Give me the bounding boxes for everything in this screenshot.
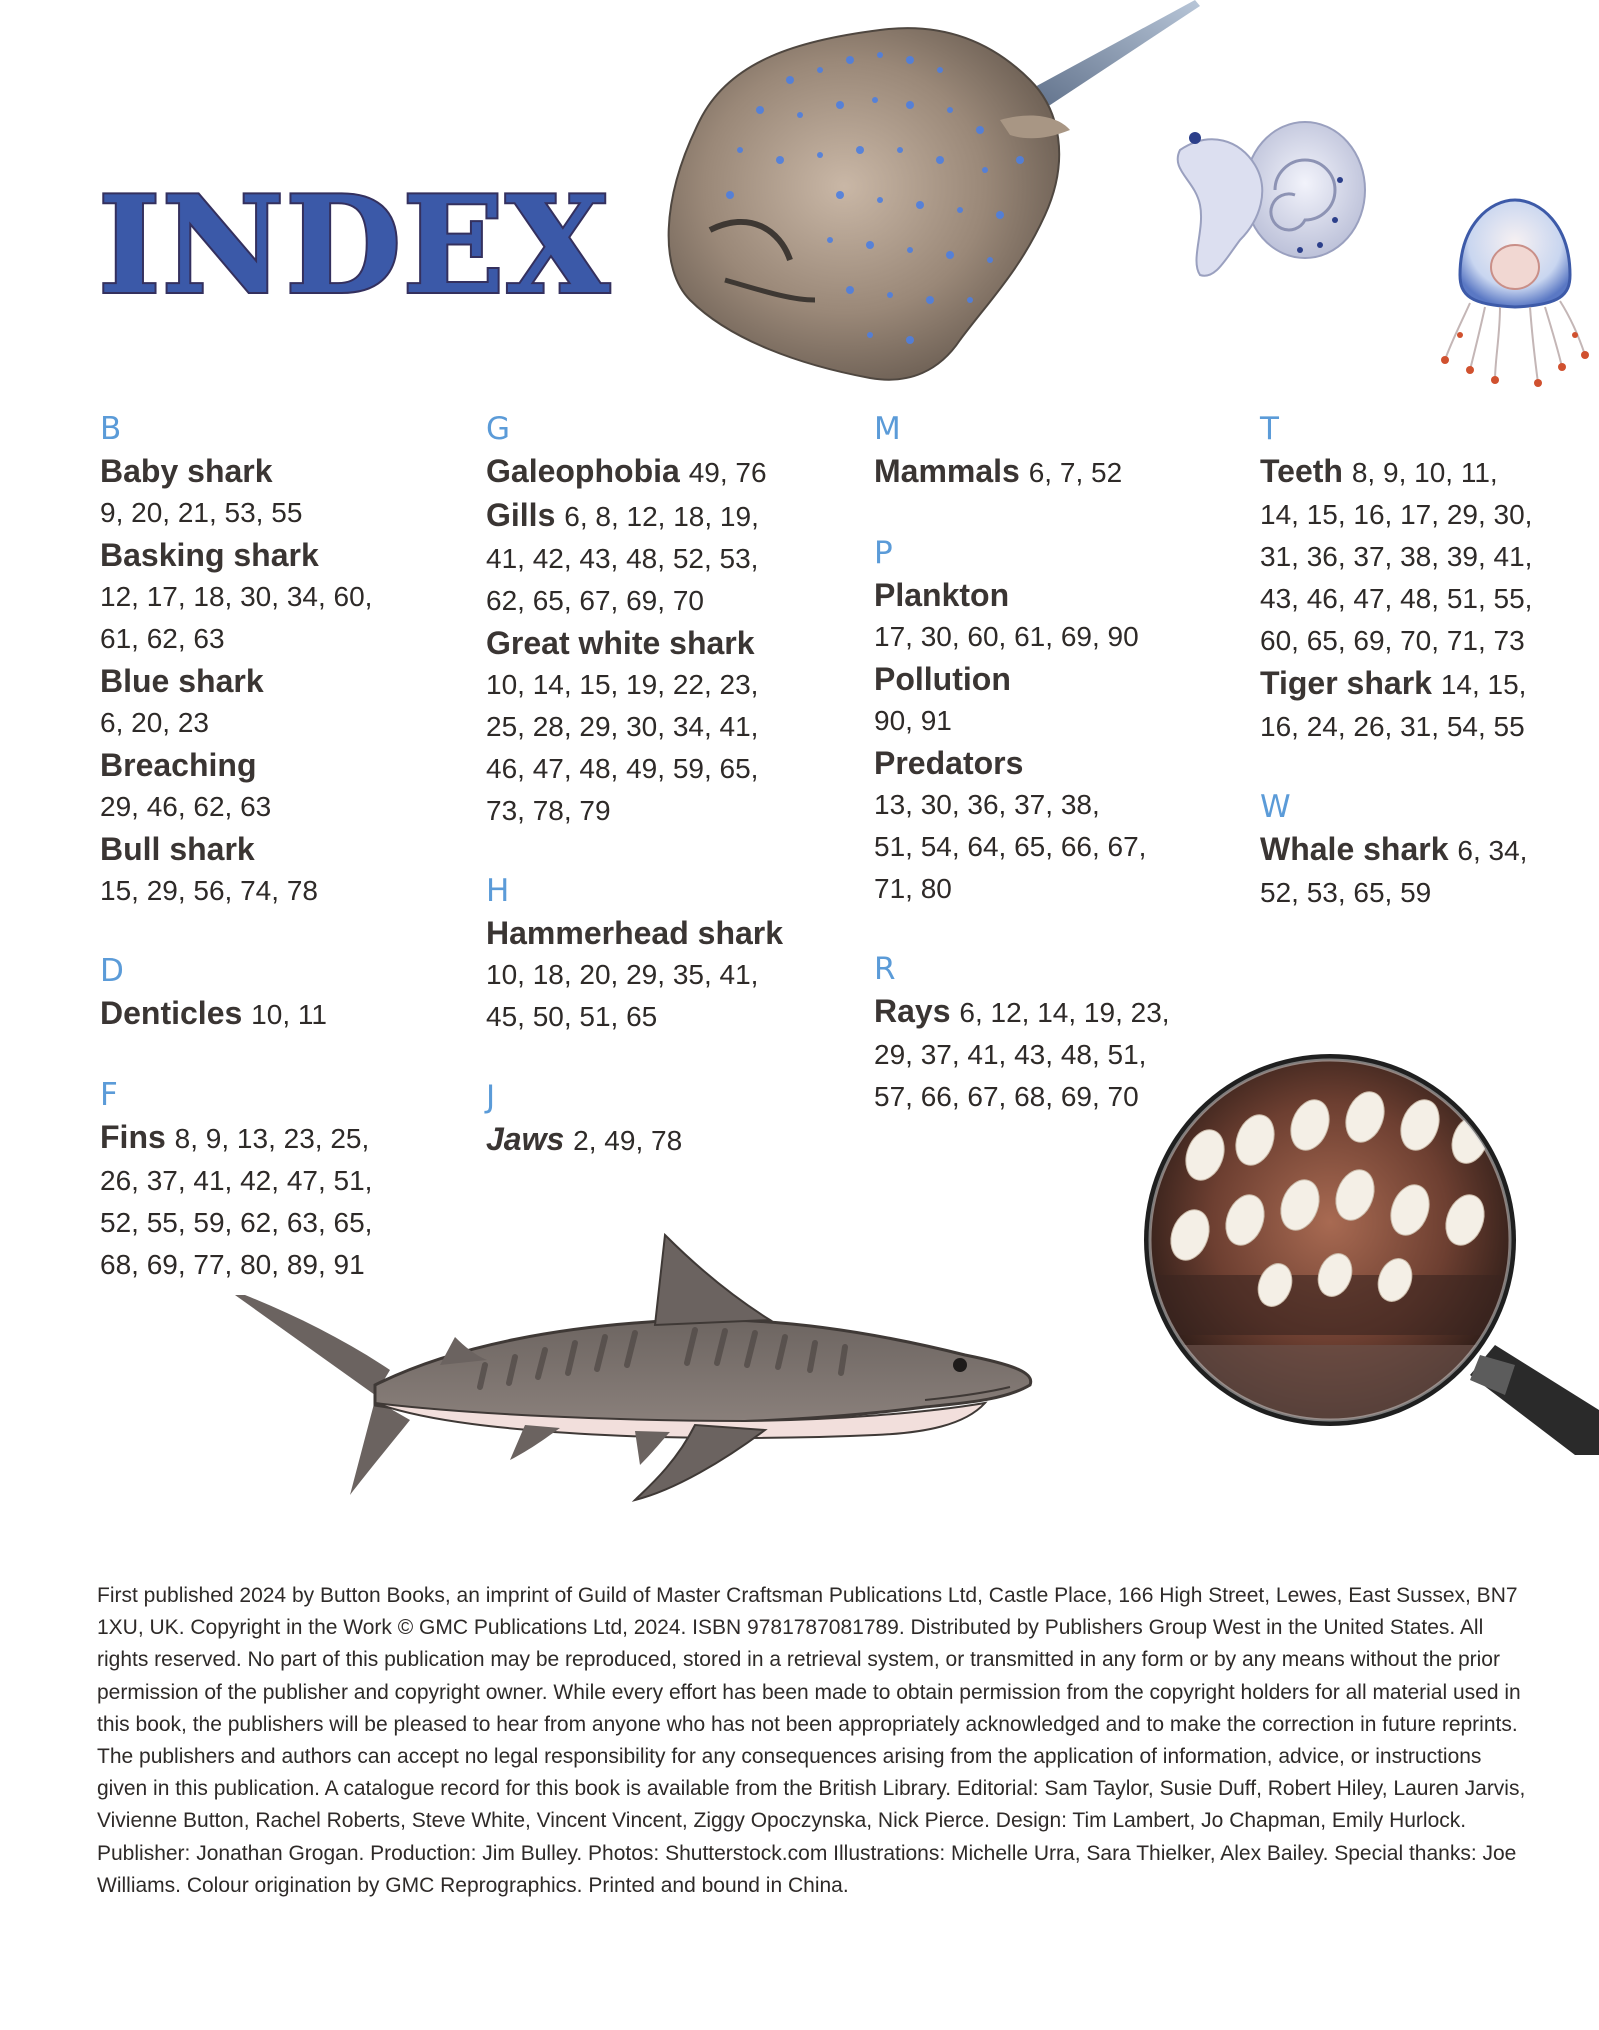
index-page-numbers: 17, 30, 60, 61, 69, 90 xyxy=(874,621,1139,652)
index-entry-heading-line xyxy=(874,574,1234,616)
index-term: Teeth xyxy=(1260,453,1343,489)
index-letter-heading: F xyxy=(100,1077,118,1113)
index-letter-heading: P xyxy=(874,535,893,571)
index-page-numbers: 14, 15, xyxy=(1440,669,1527,700)
index-entry-heading-line xyxy=(100,744,460,786)
index-entry-heading-line xyxy=(1260,662,1580,706)
index-entry-heading-line xyxy=(100,992,460,1036)
index-page-numbers: 52, 55, 59, 62, 63, 65, xyxy=(100,1207,373,1238)
index-entry-heading-line xyxy=(486,912,846,954)
index-term: Blue shark xyxy=(100,663,264,699)
index-page-numbers: 13, 30, 36, 37, 38, xyxy=(874,789,1100,820)
index-entry xyxy=(1260,662,1580,748)
index-page-numbers: 6, 8, 12, 18, 19, xyxy=(564,501,759,532)
index-page-numbers: 46, 47, 48, 49, 59, 65, xyxy=(486,753,759,784)
index-term: Bull shark xyxy=(100,831,255,867)
index-term: Plankton xyxy=(874,577,1010,613)
index-term: Gills xyxy=(486,497,556,533)
index-entry xyxy=(100,992,460,1036)
index-entry-heading-line xyxy=(486,1118,846,1162)
index-term: Fins xyxy=(100,1119,166,1155)
section-gap xyxy=(486,1038,846,1076)
index-page-numbers: 29, 46, 62, 63 xyxy=(100,791,272,822)
section-gap xyxy=(486,832,846,870)
index-page-numbers: 2, 49, 78 xyxy=(573,1125,683,1156)
index-term: Whale shark xyxy=(1260,831,1449,867)
section-gap xyxy=(874,494,1234,532)
index-letter-heading: W xyxy=(1260,789,1291,825)
index-page-numbers: 31, 36, 37, 38, 39, 41, xyxy=(1260,541,1533,572)
index-entry xyxy=(100,660,460,744)
jellyfish-illustration xyxy=(1440,195,1590,395)
tiger-shark-illustration xyxy=(225,1225,1045,1505)
index-letter-heading: G xyxy=(486,411,511,447)
index-letter-heading: H xyxy=(486,873,510,909)
index-term: Hammerhead shark xyxy=(486,915,784,951)
index-entry-heading-line xyxy=(100,534,460,576)
index-term: Basking shark xyxy=(100,537,319,573)
index-letter-heading: T xyxy=(1260,411,1279,447)
index-page-numbers: 8, 9, 10, 11, xyxy=(1351,457,1498,488)
index-page-numbers: 61, 62, 63 xyxy=(100,623,225,654)
index-entry-heading-line xyxy=(100,828,460,870)
section-gap xyxy=(100,912,460,950)
index-term: Predators xyxy=(874,745,1024,781)
index-page-numbers: 16, 24, 26, 31, 54, 55 xyxy=(1260,711,1525,742)
index-term: Mammals xyxy=(874,453,1020,489)
index-entry-heading-line xyxy=(486,450,846,494)
index-entry-heading-line xyxy=(100,1116,460,1160)
index-entry-heading-line xyxy=(874,990,1234,1034)
index-entry xyxy=(486,1118,846,1162)
index-entry-heading-line xyxy=(874,742,1234,784)
index-entry-heading-line xyxy=(1260,450,1580,494)
index-page-numbers: 8, 9, 13, 23, 25, xyxy=(174,1123,370,1154)
index-column-2 xyxy=(486,408,846,1162)
index-page-numbers: 26, 37, 41, 42, 47, 51, xyxy=(100,1165,373,1196)
index-column-4 xyxy=(1260,408,1580,914)
index-page-numbers: 25, 28, 29, 30, 34, 41, xyxy=(486,711,759,742)
section-gap xyxy=(1260,748,1580,786)
index-term: Breaching xyxy=(100,747,257,783)
index-entry-heading-line xyxy=(100,660,460,702)
index-entry xyxy=(1260,828,1580,914)
index-page-numbers: 15, 29, 56, 74, 78 xyxy=(100,875,318,906)
index-entry xyxy=(486,494,846,622)
index-term: Tiger shark xyxy=(1260,665,1432,701)
index-entry-heading-line xyxy=(874,450,1234,494)
index-term: Galeophobia xyxy=(486,453,680,489)
index-page-numbers: 6, 34, xyxy=(1457,835,1528,866)
index-page-numbers: 60, 65, 69, 70, 71, 73 xyxy=(1260,625,1525,656)
index-entry xyxy=(874,742,1234,910)
index-page-numbers: 90, 91 xyxy=(874,705,952,736)
index-letter-heading: R xyxy=(874,951,896,987)
index-page-numbers: 73, 78, 79 xyxy=(486,795,611,826)
index-page-numbers: 6, 7, 52 xyxy=(1028,457,1123,488)
index-page-numbers: 9, 20, 21, 53, 55 xyxy=(100,497,303,528)
index-letter-heading: B xyxy=(100,411,122,447)
index-entry-heading-line xyxy=(1260,828,1580,872)
index-page-numbers: 10, 11 xyxy=(251,999,327,1030)
index-page-numbers: 52, 53, 65, 59 xyxy=(1260,877,1432,908)
index-page-numbers: 10, 14, 15, 19, 22, 23, xyxy=(486,669,759,700)
index-page-numbers: 6, 12, 14, 19, 23, xyxy=(959,997,1170,1028)
index-entry xyxy=(1260,450,1580,662)
index-entry-heading-line xyxy=(486,622,846,664)
index-letter-heading: M xyxy=(874,411,901,447)
index-entry-heading-line xyxy=(874,658,1234,700)
index-column-3 xyxy=(874,408,1234,1118)
index-page-numbers: 71, 80 xyxy=(874,873,952,904)
index-entry xyxy=(100,828,460,912)
index-term: Pollution xyxy=(874,661,1011,697)
page-title: INDEX xyxy=(98,166,611,324)
index-entry-heading-line xyxy=(486,494,846,538)
index-term: Jaws xyxy=(486,1121,565,1157)
index-entry xyxy=(486,622,846,832)
section-gap xyxy=(874,910,1234,948)
index-entry xyxy=(100,744,460,828)
index-term: Rays xyxy=(874,993,951,1029)
index-column-1 xyxy=(100,408,460,1286)
index-page-numbers: 29, 37, 41, 43, 48, 51, xyxy=(874,1039,1147,1070)
index-page-numbers: 45, 50, 51, 65 xyxy=(486,1001,658,1032)
index-term: Baby shark xyxy=(100,453,273,489)
index-page-numbers: 49, 76 xyxy=(688,457,767,488)
index-page-numbers: 6, 20, 23 xyxy=(100,707,209,738)
index-page-numbers: 51, 54, 64, 65, 66, 67, xyxy=(874,831,1147,862)
index-term: Great white shark xyxy=(486,625,755,661)
index-page-numbers: 43, 46, 47, 48, 51, 55, xyxy=(1260,583,1533,614)
section-gap xyxy=(100,1036,460,1074)
index-entry-heading-line xyxy=(100,450,460,492)
index-page-numbers: 14, 15, 16, 17, 29, 30, xyxy=(1260,499,1533,530)
index-page-numbers: 68, 69, 77, 80, 89, 91 xyxy=(100,1249,365,1280)
index-entry xyxy=(486,912,846,1038)
index-page-numbers: 10, 18, 20, 29, 35, 41, xyxy=(486,959,759,990)
index-page-numbers: 57, 66, 67, 68, 69, 70 xyxy=(874,1081,1139,1112)
magnifying-glass-denticles-photo xyxy=(1135,1045,1599,1455)
index-entry xyxy=(874,574,1234,658)
index-page-numbers: 12, 17, 18, 30, 34, 60, xyxy=(100,581,373,612)
index-page-numbers: 62, 65, 67, 69, 70 xyxy=(486,585,704,616)
index-entry xyxy=(100,534,460,660)
copyright-notice: First published 2024 by Button Books, an imprint of Guild of Master Craftsman Publications Ltd, Castle Place, 166 High Street, Lewes, East Sussex, BN7 1XU, UK. Copyright in the Work © GMC Publications Ltd, 2024. ISBN 9781787081789. Distributed by Publishers Group West in the United States. All rights reserved. No part of this publication may be reproduced, stored in a retrieval system, or transmitted in any form or by any means without the prior permission of the publisher and copyright owner. While every effort has been made to obtain permission from the copyright holders for all material used in this book, the publishers will be pleased to hear from anyone who has not been appropriately acknowledged and to make the correction in future reprints. The publishers and authors can accept no legal responsibility for any consequences arising from the application of information, advice, or instructions given in this publication. A catalogue record for this book is available from the British Library. Editorial: Sam Taylor, Susie Duff, Robert Hiley, Lauren Jarvis, Vivienne Button, Rachel Roberts, Steve White, Vincent Vincent, Ziggy Opoczynska, Nick Pierce. Design: Tim Lambert, Jo Chapman, Emily Hurlock. Publisher: Jonathan Grogan. Production: Jim Bulley. Photos: Shutterstock.com Illustrations: Michelle Urra, Sara Thielker, Alex Bailey. Special thanks: Joe Williams. Colour origination by GMC Reprographics. Printed and bound in China. xyxy=(97,1584,1526,1897)
index-letter-heading: D xyxy=(100,953,124,989)
index-entry xyxy=(874,658,1234,742)
index-term: Denticles xyxy=(100,995,243,1031)
sea-snail-illustration xyxy=(1160,110,1380,290)
index-entry xyxy=(874,450,1234,494)
stingray-illustration xyxy=(640,0,1200,390)
index-entry xyxy=(100,450,460,534)
index-entry xyxy=(486,450,846,494)
index-page-numbers: 41, 42, 43, 48, 52, 53, xyxy=(486,543,759,574)
index-letter-heading: J xyxy=(486,1079,496,1115)
